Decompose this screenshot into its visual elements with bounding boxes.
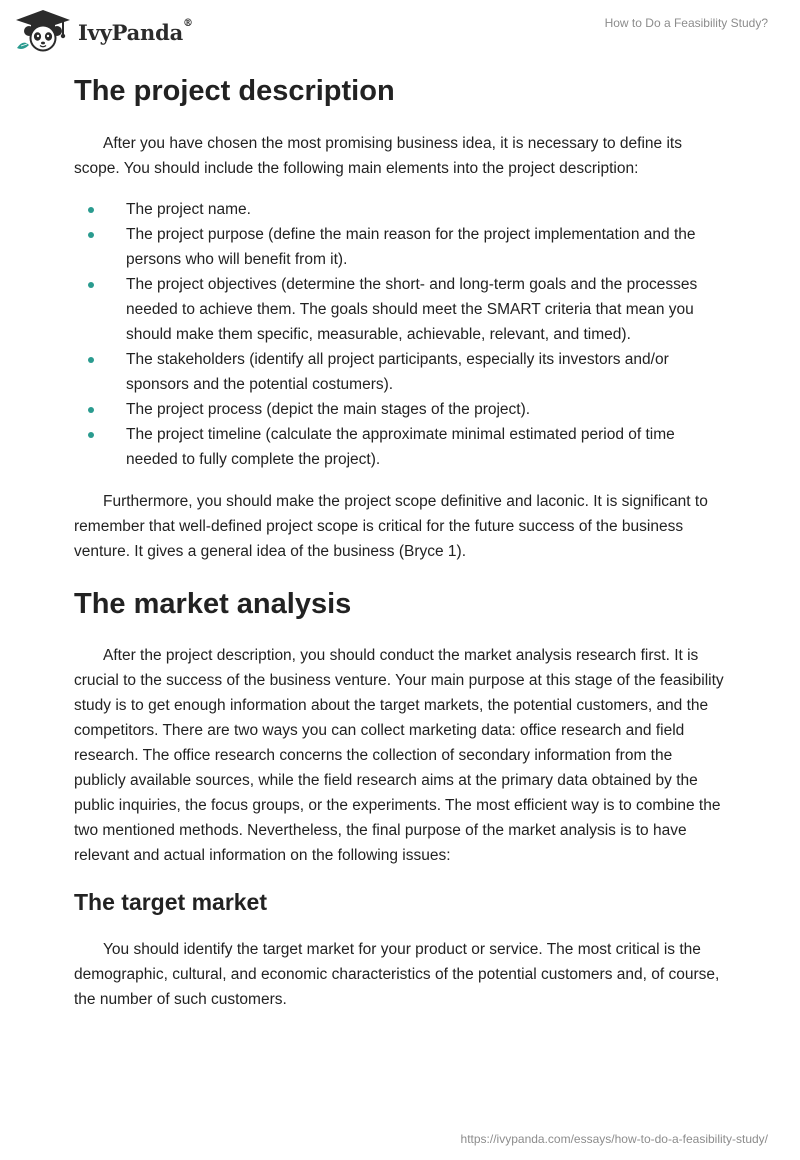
document-title: How to Do a Feasibility Study? [604,16,768,30]
heading-target-market: The target market [74,889,268,915]
source-url[interactable]: https://ivypanda.com/essays/how-to-do-a-feasibility-study/ [460,1132,768,1146]
project-closing-paragraph: Furthermore, you should make the project scope definitive and laconic. It is significant to remember that well-defined project scope is critical for the future success of the business venture. It gives a general idea of the business (Bryce 1). [74,493,708,560]
bullet-icon [88,407,94,413]
list-item: The project process (depict the main stages of the project). [74,397,724,422]
project-elements-list [74,197,724,472]
article-content [74,72,724,1012]
bullet-icon [88,282,94,288]
panda-graduate-icon [14,8,72,52]
ivypanda-logo[interactable] [14,8,193,52]
bullet-icon [88,232,94,238]
list-item: The project name. [74,197,724,222]
heading-market-analysis: The market analysis [74,588,352,620]
brand-name: IvyPanda® [78,17,193,45]
page-header [0,0,800,70]
project-intro-paragraph: After you have chosen the most promising business idea, it is necessary to define its scope. You should include the following main elements into the project description: [74,135,682,177]
target-market-paragraph: You should identify the target market for your product or service. The most critical is the demographic, cultural, and economic characteristics of the potential customers and, of course, the number of such customers. [74,941,720,1008]
market-analysis-paragraph: After the project description, you should conduct the market analysis research first. It is crucial to the success of the business venture. Your main purpose at this stage of the feasibility study is to get enough information about the target markets, the potential customers, and the competitors. There are two ways you can collect marketing data: office research and field research. The office research concerns the collection of secondary information from the publicly available sources, while the field research aims at the primary data obtained by the public inquiries, the focus groups, or the experiments. The most efficient way is to combine the two mentioned methods. Nevertheless, the final purpose of the market analysis is to have relevant and actual information on the following issues: [74,647,724,864]
bullet-icon [88,357,94,363]
list-item: The project objectives (determine the short- and long-term goals and the processes needed to achieve them. The goals should meet the SMART criteria that mean you should make them specific, measurable, achievable, relevant, and timed). [74,272,724,347]
list-item: The project purpose (define the main reason for the project implementation and the persons who will benefit from it). [74,222,724,272]
bullet-icon [88,432,94,438]
heading-project-description: The project description [74,75,395,107]
list-item: The stakeholders (identify all project participants, especially its investors and/or sponsors and the potential costumers). [74,347,724,397]
bullet-icon [88,207,94,213]
list-item: The project timeline (calculate the approximate minimal estimated period of time needed to fully complete the project). [74,422,724,472]
